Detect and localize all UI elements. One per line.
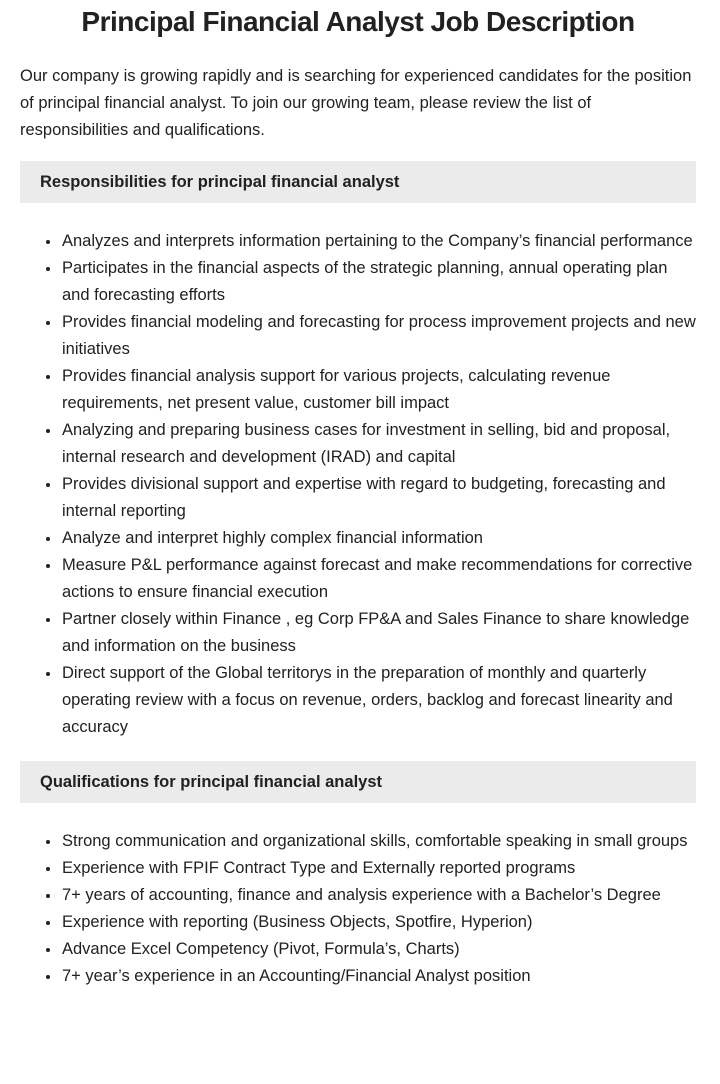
list-item: • Experience with FPIF Contract Type and Externally reported programs bbox=[61, 855, 696, 882]
list-item: • Experience with reporting (Business Objects, Spotfire, Hyperion) bbox=[61, 909, 696, 936]
qualifications-section bbox=[20, 761, 696, 990]
list-item: • Participates in the financial aspects of the strategic planning, annual operating plan and forecasting efforts bbox=[61, 255, 696, 309]
list-item: • Analyzing and preparing business cases for investment in selling, bid and proposal, internal research and development (IRAD) and capital bbox=[61, 417, 696, 471]
list-item: • Analyzes and interprets information pertaining to the Company’s financial performance bbox=[61, 228, 696, 255]
page-title: Principal Financial Analyst Job Description bbox=[81, 6, 635, 37]
responsibilities-list bbox=[20, 228, 696, 741]
list-item: • Partner closely within Finance , eg Corp FP&A and Sales Finance to share knowledge and information on the business bbox=[61, 606, 696, 660]
list-item: • Provides financial analysis support for various projects, calculating revenue requirements, net present value, customer bill impact bbox=[61, 363, 696, 417]
responsibilities-heading: Responsibilities for principal financial analyst bbox=[20, 161, 696, 203]
list-item: • Measure P&L performance against forecast and make recommendations for corrective actions to ensure financial execution bbox=[61, 552, 696, 606]
list-item: • Analyze and interpret highly complex financial information bbox=[61, 525, 696, 552]
list-item: • Provides divisional support and expertise with regard to budgeting, forecasting and internal reporting bbox=[61, 471, 696, 525]
responsibilities-section bbox=[20, 161, 696, 741]
list-item: • Strong communication and organizational skills, comfortable speaking in small groups bbox=[61, 828, 696, 855]
list-item: • Provides financial modeling and forecasting for process improvement projects and new initiatives bbox=[61, 309, 696, 363]
qualifications-list bbox=[20, 828, 696, 990]
intro-paragraph: Our company is growing rapidly and is searching for experienced candidates for the position of principal financial analyst. To join our growing team, please review the list of responsibilities and qualifications. bbox=[20, 67, 692, 139]
list-item: • Advance Excel Competency (Pivot, Formula’s, Charts) bbox=[61, 936, 696, 963]
list-item: • 7+ year’s experience in an Accounting/Financial Analyst position bbox=[61, 963, 696, 990]
list-item: • 7+ years of accounting, finance and analysis experience with a Bachelor’s Degree bbox=[61, 882, 696, 909]
list-item: • Direct support of the Global territorys in the preparation of monthly and quarterly operating review with a focus on revenue, orders, backlog and forecast linearity and accuracy bbox=[61, 660, 696, 741]
qualifications-heading: Qualifications for principal financial analyst bbox=[20, 761, 696, 803]
